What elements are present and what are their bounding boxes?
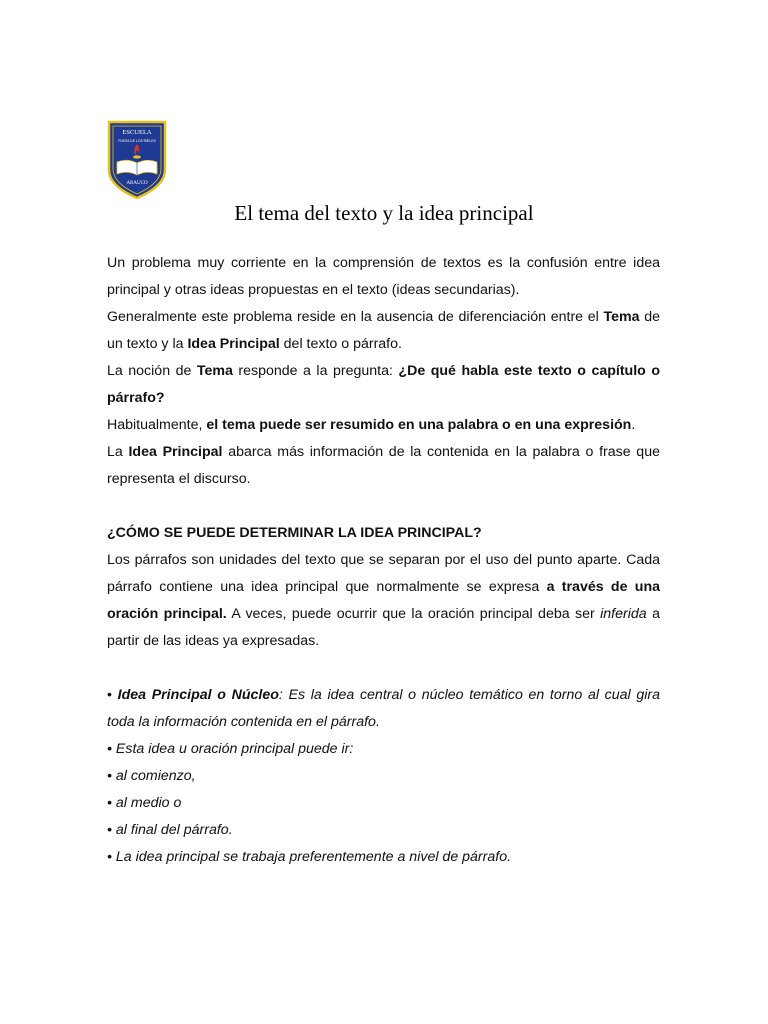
paragraph-parrafos	[107, 547, 660, 655]
logo-bottom-text: ARAUCO	[126, 181, 148, 186]
bold-term-idea-principal: Idea Principal	[128, 444, 223, 460]
bold-term-tema: Tema	[196, 363, 233, 379]
text-run: .	[631, 417, 636, 433]
spacer	[107, 655, 660, 682]
bullet-bold-term: Idea Principal o Núcleo	[117, 687, 279, 703]
bold-term-idea-principal: Idea Principal	[187, 336, 280, 352]
school-logo	[107, 120, 167, 200]
bullet-item: • La idea principal se trabaja preferentemente a nivel de párrafo.	[107, 849, 512, 865]
document-title: El tema del texto y la idea principal	[234, 201, 534, 225]
italic-term: inferida	[600, 606, 647, 622]
paragraph-intro	[107, 250, 660, 304]
paragraph-idea-principal	[107, 439, 660, 493]
intro-text: Un problema muy corriente en la comprensión de textos es la confusión entre idea principal y otras ideas propuestas en el texto (ideas secundarias).	[107, 255, 660, 298]
document-body	[107, 250, 660, 871]
bullet-item: • Esta idea u oración principal puede ir:	[107, 741, 354, 757]
text-run: La noción de	[107, 363, 197, 379]
paragraph-nocion-tema	[107, 358, 660, 412]
paragraph-habitualmente	[107, 412, 660, 439]
text-run: del texto o párrafo.	[279, 336, 402, 352]
text-run: Los párrafos son unidades del texto que se separan por el uso del punto aparte. Cada párrafo contiene una idea principal que normalmente se expresa	[107, 552, 660, 595]
text-run: responde a la pregunta:	[232, 363, 399, 379]
bullet-item: • al final del párrafo.	[107, 822, 233, 838]
text-run: Generalmente este problema reside en la ausencia de diferenciación entre el	[107, 309, 604, 325]
text-run: La	[107, 444, 129, 460]
text-run: de un texto y la	[107, 309, 660, 352]
text-run: a partir de las ideas ya expresadas.	[107, 606, 660, 649]
bold-question: ¿De qué habla este texto o capítulo o párrafo?	[107, 363, 660, 406]
section-heading: ¿CÓMO SE PUEDE DETERMINAR LA IDEA PRINCIPAL?	[107, 525, 482, 541]
logo-arc-text: PUNTA DE LOS RIELES	[118, 139, 156, 143]
bold-term-tema: Tema	[603, 309, 640, 325]
spacer	[107, 493, 660, 520]
text-run: A veces, puede ocurrir que la oración principal deba ser	[226, 606, 601, 622]
bullet-text: : Es la idea central o núcleo temático en torno al cual gira toda la información contenida en el párrafo.	[107, 687, 660, 730]
bullet-item	[107, 682, 660, 736]
bold-phrase: el tema puede ser resumido en una palabra o en una expresión	[206, 417, 632, 433]
paragraph-tema-vs-idea	[107, 304, 660, 358]
bullet-item: • al medio o	[107, 795, 182, 811]
lamp-base-icon	[133, 155, 141, 158]
bullet-prefix: •	[107, 687, 118, 703]
text-run: abarca más información de la contenida en la palabra o frase que representa el discurso.	[107, 444, 660, 487]
logo-top-text: ESCUELA	[122, 129, 152, 136]
bullet-item: • al comienzo,	[107, 768, 196, 784]
text-run: Habitualmente,	[107, 417, 207, 433]
bold-phrase: a través de una oración principal.	[107, 579, 661, 622]
